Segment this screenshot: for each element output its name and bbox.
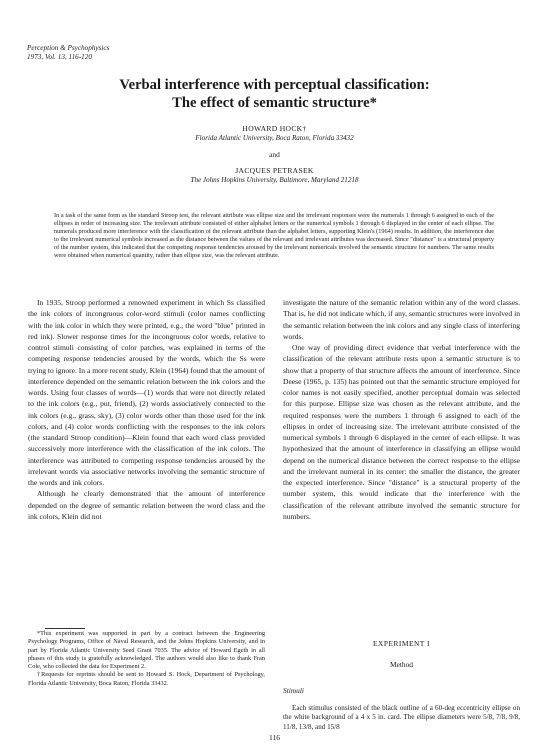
body-paragraph: Although he clearly demonstrated that the amount of interference depended on the degree of semantic relation between the word class and the ink colors, Klein did not (28, 489, 265, 521)
section-heading: EXPERIMENT I (373, 639, 430, 648)
footnote-acknowledgment: *This experiment was supported in part by a contract between the Engineering Psychology Programs, Office of Naval Research, and the Johns Hopkins University, and in part by Florida Atlantic University Seed Grant 7035. The advice of Howard Egeth in all phases of this study is gratefully acknowledged. The authors would also like to thank Fran Cole, who collected the data for Experiment 2. (28, 630, 265, 671)
body-paragraph: One way of providing direct evidence that verbal interference with the classification of the relevant attribute rests upon a semantic structure is to show that a property of that structure affects the amount of interference. Since Deese (1965, p. 135) has pointed out that the semantic structure employed for color names is not easily specified, another perceptual domain was selected for this purpose. Ellipse size was chosen as the relevant attribute, and the required responses were the numbers 1 through 6 assigned to each of the ellipses in order of increasing size. The irrelevant attribute consisted of the numerical symbols 1 through 6 displayed in the center of each ellipse. It was hypothesized that the amount of interference in classifying an ellipse would depend on the numerical distance between the correct response to the ellipse and the irrelevant numeral in its center: the smaller the distance, the greater the expected interference. Since "distance" is a structural property of the number system, this would indicate that the interference with the classification of the relevant attribute involved the semantic structure for numbers. (283, 343, 520, 521)
subsubsection-heading: Stimuli (283, 686, 304, 695)
footnotes (28, 630, 265, 688)
method-paragraph (283, 704, 520, 732)
method-text: Each stimulus consisted of the black outline of a 60-deg eccentricity ellipse on the white background of a 4 x 5 in. card. The ellipse diameters were 5/8, 7/8, 9/8, 11/8, 13/8, and 15/8 (283, 704, 520, 731)
body-column-left (28, 297, 265, 522)
author-affiliation-2: The Johns Hopkins University, Baltimore, Maryland 21218 (190, 176, 359, 184)
journal-name: Perception & Psychophysics (27, 44, 110, 52)
abstract: In a task of the same form as the standard Stroop test, the relevant attribute was ellipse size and the irrelevant responses were the numerals 1 through 6 assigned to each of the ellipses in order of increasing size. The irrelevant attribute consisted of either alphabet letters or the numerical symbols 1 through 6 displayed in the center of each ellipse. The numerals produced more interference with the classification of the relevant attribute than the alphabet letters, supporting Klein's (1964) results. In addition, the interference due to the irrelevant numerical symbols increased as the distance between the values of the relevant and irrelevant attributes was decreased. Since "distance" is a structural property of the number system, this indicated that the competing response tendencies aroused by the irrelevant numericals involved the semantic structure for numbers. The same results were obtained when numerical quantity, rather than ellipse size, was the relevant attribute. (54, 212, 494, 260)
footnote-reprints: †Requests for reprints should be sent to Howard S. Hock, Department of Psychology, Florida Atlantic University, Boca Raton, Florida 33432. (28, 671, 265, 687)
article-title-line2: The effect of semantic structure* (172, 95, 377, 111)
subsection-heading: Method (390, 660, 413, 669)
article-title-line1: Verbal interference with perceptual classification: (119, 77, 430, 93)
body-paragraph: investigate the nature of the semantic relation within any of the word classes. That is, he did not indicate which, if any, semantic structures were involved in the semantic relation between the ink colors and any single class of interfering words. (283, 298, 520, 341)
author-name-2: JACQUES PETRASEK (235, 166, 314, 175)
authors-conjunction: and (269, 150, 280, 159)
body-paragraph: In 1935, Stroop performed a renowned experiment in which Ss classified the ink colors of incongruous color-word stimuli (color names conflicting with the ink color in which they were printed, e.g., the word "blue" printed in red ink). Slower response times for the incongruous color words, relative to control stimuli consisting of color patches, was explained in terms of the competing response tendencies aroused by the words, which the Ss were trying to ignore. In a more recent study, Klein (1964) found that the amount of interference depended on the semantic relation between the ink colors and the words. Using four classes of words—(1) words that were not directly related to the ink colors (e.g., put, friend), (2) words associatively connected to the ink colors (e.g., grass, sky), (3) color words other than those used for the ink colors, and (4) color words conflicting with the responses to the ink colors (the standard Stroop condition)—Klein found that each word class provided successively more interference with the classification of the ink colors. The interference was attributed to competing response tendencies aroused by the irrelevant words via associative networks involving the semantic structure of the words and ink colors. (28, 298, 265, 487)
journal-citation (27, 44, 109, 61)
journal-volume: 1973, Vol. 13, 116-120 (27, 52, 92, 61)
author-affiliation-1: Florida Atlantic University, Boca Raton, Florida 33432 (195, 134, 354, 142)
footnote-divider (45, 628, 85, 629)
body-column-right (283, 297, 520, 522)
author-name-1: HOWARD HOCK† (242, 124, 307, 133)
page-number: 116 (268, 733, 281, 742)
